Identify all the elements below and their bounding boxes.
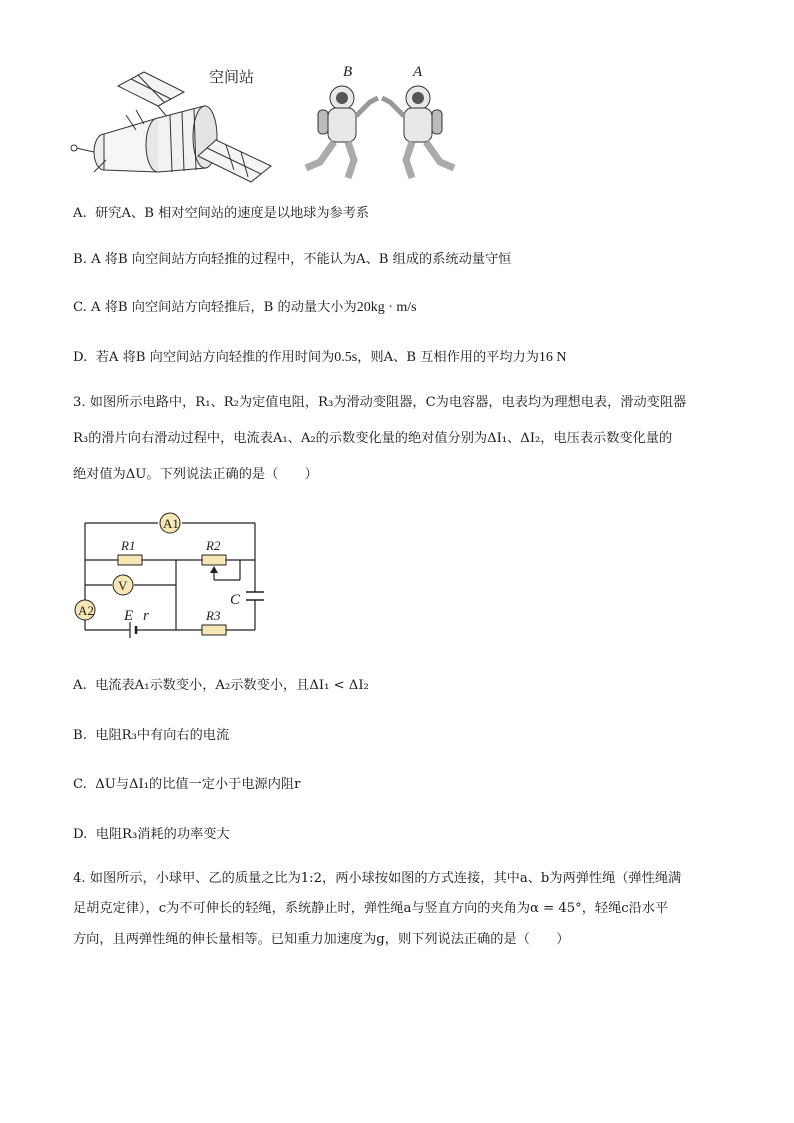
momentum-value: 20kg · m/s: [356, 300, 417, 315]
r1-label: R1: [121, 538, 136, 553]
q3-option-a: A. 电流表A₁示数变小，A₂示数变小，且ΔI₁ < ΔI₂: [73, 678, 369, 693]
q2-option-a: A. 研究A、B 相对空间站的速度是以地球为参考系: [73, 206, 370, 221]
q2-option-d: D. 若A 将B 向空间站方向轻推的作用时间为0.5s，则A、B 互相作用的平均力为16 N: [73, 350, 567, 365]
q3-stem-line-3: 绝对值为ΔU。下列说法正确的是（ ）: [73, 467, 318, 482]
space-station-figure: [66, 60, 466, 190]
astronaut-a-label: A: [413, 64, 423, 80]
a2-label: A2: [78, 603, 94, 618]
internal-r-label: r: [143, 608, 149, 624]
circuit-diagram: [70, 508, 280, 638]
q2-option-c: C. A 将B 向空间站方向轻推后，B 的动量大小为20kg · m/s: [73, 300, 417, 315]
resistor-r3: [202, 625, 226, 635]
e-label: E: [124, 608, 134, 624]
q3-option-c: C. ΔU与ΔI₁的比值一定小于电源内阻r: [73, 777, 301, 792]
q2-option-b: B. A 将B 向空间站方向轻推的过程中，不能认为A、B 组成的系统动量守恒: [73, 252, 512, 267]
astronaut-b-label: B: [343, 64, 353, 80]
q3-option-b: B. 电阻R₃中有向右的电流: [73, 728, 230, 743]
astronauts-drawing: [298, 80, 463, 185]
r3-label: R3: [206, 608, 221, 623]
force-value: 16 N: [538, 350, 567, 365]
resistor-r2: [202, 555, 226, 565]
resistor-r1: [118, 555, 142, 565]
q4-stem-line-2: 足胡克定律），c为不可伸长的轻绳，系统静止时，弹性绳a与竖直方向的夹角为α = 45°，轻绳c沿水平: [73, 901, 669, 916]
q3-stem-line-2: R₃的滑片向右滑动过程中，电流表A₁、A₂的示数变化量的绝对值分别为ΔI₁、ΔI₂，电压表示数变化量的: [73, 431, 673, 446]
v-label: V: [118, 578, 128, 593]
time-value: 0.5s: [334, 350, 358, 365]
q4-stem-line-1: 4. 如图所示，小球甲、乙的质量之比为1:2，两小球按如图的方式连接，其中a、b为两弹性绳（弹性绳满: [73, 871, 682, 886]
q3-stem-line-1: 3. 如图所示电路中，R₁、R₂为定值电阻，R₃为滑动变阻器，C为电容器，电表均为理想电表，滑动变阻器: [73, 395, 687, 410]
q4-stem-line-3: 方向，且两弹性绳的伸长量相等。已知重力加速度为g，则下列说法正确的是（ ）: [73, 932, 570, 947]
station-label: 空间站: [209, 68, 255, 86]
space-station-drawing: [66, 60, 276, 185]
q3-option-d: D. 电阻R₃消耗的功率变大: [73, 827, 230, 842]
c-label: C: [230, 592, 241, 608]
a1-label: A1: [163, 516, 179, 531]
r2-label: R2: [206, 538, 221, 553]
rheostat-slider-arrow: [210, 566, 218, 573]
